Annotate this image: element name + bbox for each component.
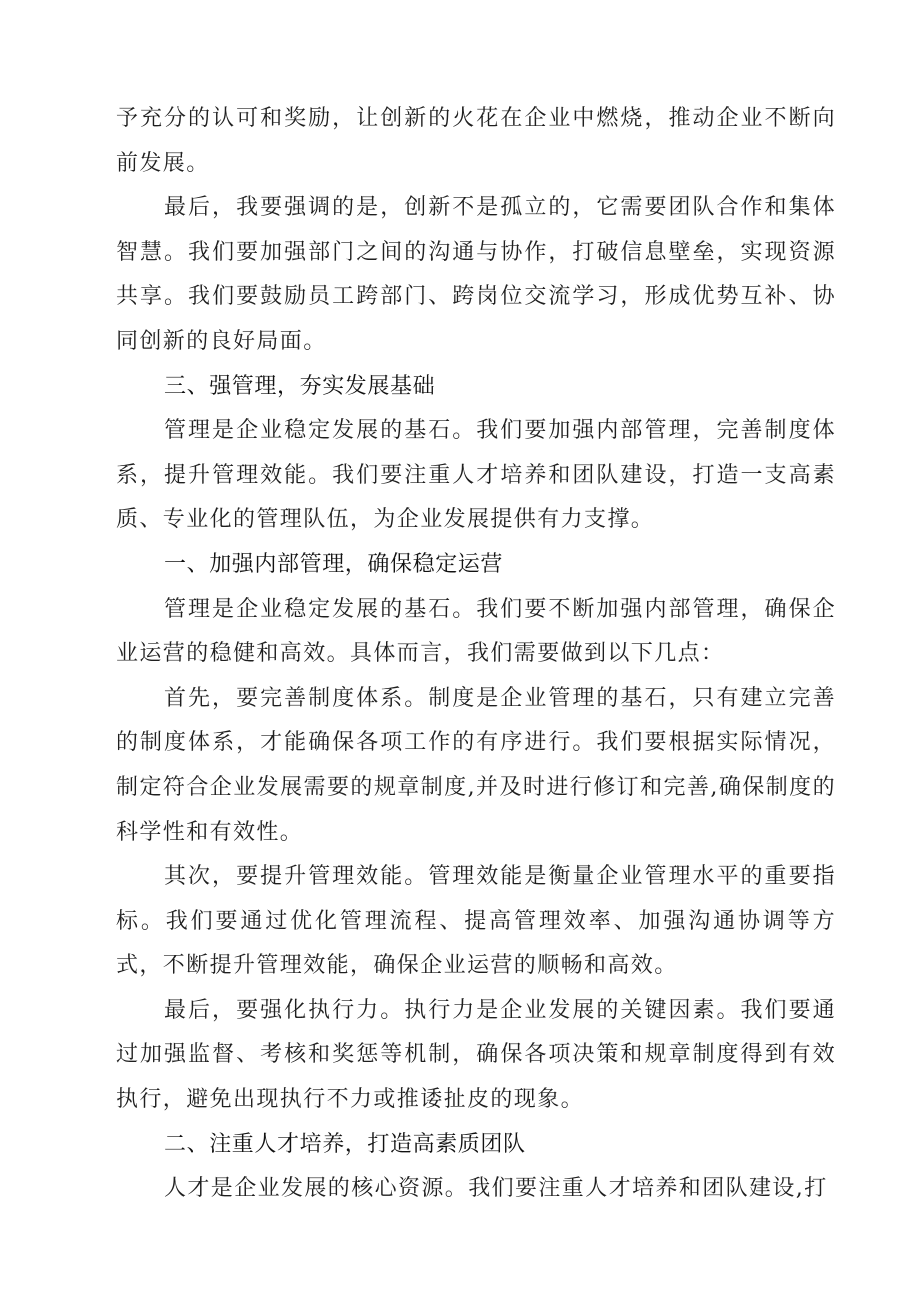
paragraph-management-foundation: 管理是企业稳定发展的基石。我们要加强内部管理，完善制度体系，提升管理效能。我们要注重人才培养和团队建设，打造一支高素质、专业化的管理队伍，为企业发展提供有力支撑。 [116, 418, 836, 533]
paragraph-innovation-teamwork: 最后，我要强调的是，创新不是孤立的，它需要团队合作和集体智慧。我们要加强部门之间的沟通与协作，打破信息壁垒，实现资源共享。我们要鼓励员工跨部门、跨岗位交流学习，形成优势互补、协同创新的良好局面。 [116, 195, 836, 354]
paragraph-first-institutional-system: 首先，要完善制度体系。制度是企业管理的基石，只有建立完善的制度体系，才能确保各项工作的有序进行。我们要根据实际情况，制定符合企业发展需要的规章制度,并及时进行修订和完善,确保制度的科学性和有效性。 [116, 685, 836, 845]
paragraph-talent-core-resource: 人才是企业发展的核心资源。我们要注重人才培养和团队建设,打 [164, 1176, 828, 1202]
paragraph-finally-execution: 最后，要强化执行力。执行力是企业发展的关键因素。我们要通过加强监督、考核和奖惩等机制，确保各项决策和规章制度得到有效执行，避免出现执行不力或推诿扯皮的现象。 [116, 997, 836, 1113]
paragraph-internal-management-intro: 管理是企业稳定发展的基石。我们要不断加强内部管理，确保企业运营的稳健和高效。具体而言，我们需要做到以下几点： [116, 596, 836, 667]
subsection-heading-talent-cultivation: 二、注重人才培养，打造高素质团队 [164, 1131, 526, 1157]
paragraph-continuation: 予充分的认可和奖励，让创新的火花在企业中燃烧，推动企业不断向前发展。 [116, 106, 836, 176]
subsection-heading-internal-management: 一、加强内部管理，确保稳定运营 [164, 551, 504, 577]
paragraph-second-management-efficiency: 其次，要提升管理效能。管理效能是衡量企业管理水平的重要指标。我们要通过优化管理流程、提高管理效率、加强沟通协调等方式，不断提升管理效能，确保企业运营的顺畅和高效。 [116, 864, 836, 979]
document-body [116, 97, 836, 1212]
section-heading-strengthen-management: 三、强管理，夯实发展基础 [164, 373, 436, 399]
